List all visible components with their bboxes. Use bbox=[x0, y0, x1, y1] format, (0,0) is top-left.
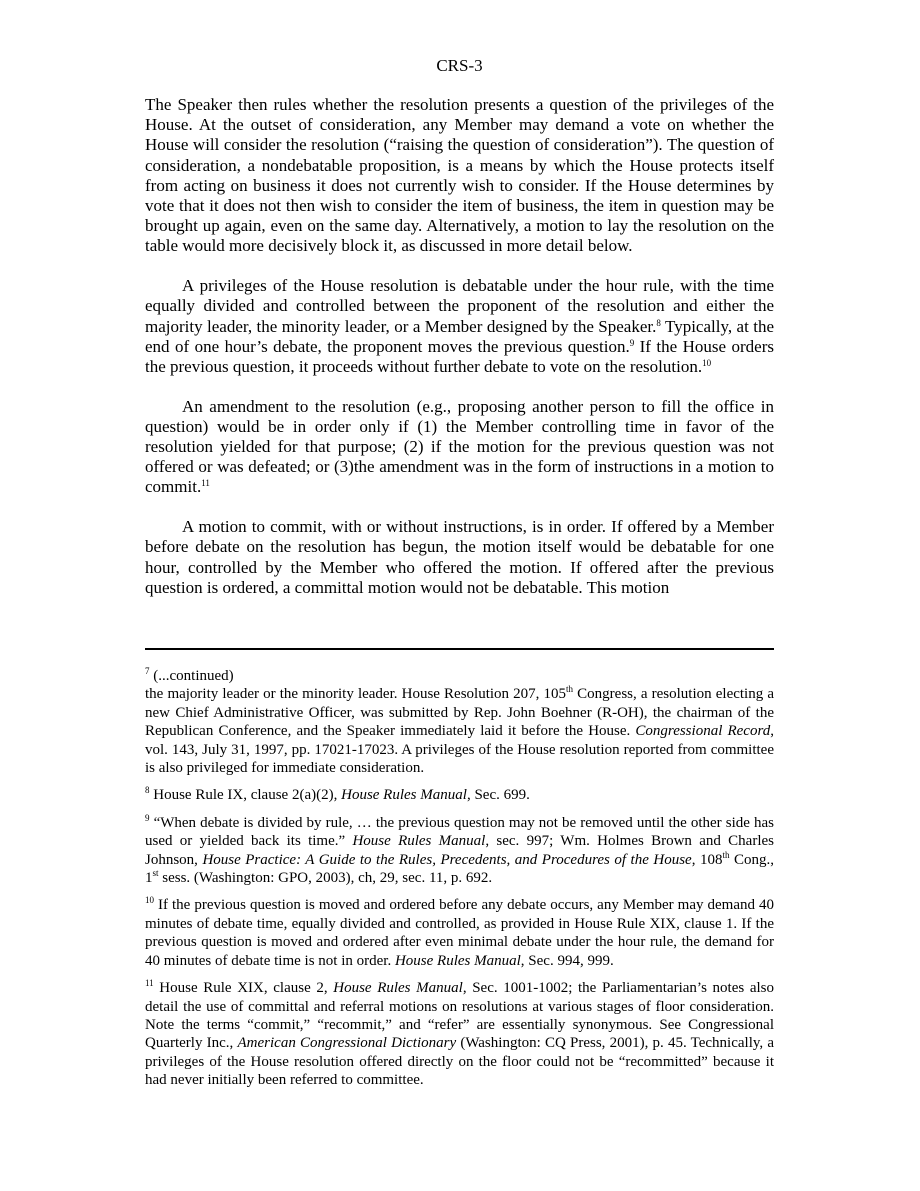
footnote-ref-10[interactable]: 10 bbox=[702, 357, 712, 368]
footnote-text: , vol. 143, July 31, 1997, pp. 17021-17023. A privileges of the House resolution reported from committee is also privileged for immediate consideration. bbox=[145, 723, 774, 777]
ordinal-suffix: th bbox=[566, 684, 574, 695]
paragraph-amendment bbox=[145, 397, 774, 498]
footnote-text: , Sec. 1001-1002; the Parliamentarian’s notes also detail the use of committal and referral motions on resolutions at various stages of floor consideration. Note the terms “commit,” “recommit,” and “refer” are essentially synonymous. See Congressional Quarterly Inc., bbox=[145, 980, 775, 1052]
citation-title: Congressional Record bbox=[635, 723, 771, 740]
paragraph-debate-hour-rule bbox=[145, 276, 774, 377]
paragraph-text: If the House orders the previous question, it proceeds without further debate to vote on the resolution. bbox=[145, 336, 774, 376]
footnote-ref-9[interactable]: 9 bbox=[629, 337, 635, 348]
citation-title: House Rules Manual bbox=[394, 952, 521, 969]
footnote-text: Cong., 1 bbox=[145, 851, 774, 887]
paragraph-text: Typically, at the end of one hour’s debate, the proponent moves the previous question. bbox=[145, 316, 774, 356]
paragraph-text: An amendment to the resolution (e.g., proposing another person to fill the office in question) would be in order only if (1) the Member controlling time in favor of the resolution yielded for that purpose; (2) if the motion for the previous question was not offered or was defeated; or (3)the amendment was in the form of instructions in a motion to commit. bbox=[145, 396, 774, 497]
footnote-text: , Sec. 699. bbox=[466, 787, 530, 804]
footnote-7 bbox=[145, 667, 774, 777]
footnote-7-continued bbox=[145, 667, 774, 685]
paragraph-speaker-ruling: The Speaker then rules whether the resolution presents a question of the privileges of the House. At the outset of consideration, any Member may demand a vote on whether the House will consider the resolution (“raising the question of consideration”). The question of consideration, a nondebatable proposition, is a means by which the House protects itself from acting on business it does not currently wish to consider. If the House determines by vote that it does not then wish to consider the item of business, the item in question may be brought up again, even on the same day. Alternatively, a motion to lay the resolution on the table would more decisively block it, as discussed in more detail below. bbox=[145, 95, 774, 256]
footnote-text: the majority leader or the minority leader. House Resolution 207, 105 bbox=[145, 686, 567, 703]
citation-title: House Practice: A Guide to the Rules, Precedents, and Procedures of the House bbox=[202, 851, 692, 868]
footnote-text: House Rule IX, clause 2(a)(2), bbox=[149, 787, 342, 804]
footnote-text: House Rule XIX, clause 2, bbox=[153, 980, 334, 997]
document-page bbox=[145, 56, 775, 1089]
footnote-text: , 108 bbox=[691, 851, 723, 868]
footnote-text: , sec. 997; Wm. Holmes Brown and Charles Johnson, bbox=[145, 833, 774, 868]
footnote-ref-11[interactable]: 11 bbox=[201, 478, 210, 489]
footnote-text: , Sec. 994, 999. bbox=[520, 952, 614, 969]
footnote-ref-8[interactable]: 8 bbox=[656, 317, 661, 328]
citation-title: House Rules Manual bbox=[341, 787, 467, 804]
footnote-11 bbox=[145, 979, 774, 1089]
ordinal-suffix: th bbox=[722, 849, 730, 860]
footnote-8 bbox=[145, 786, 774, 804]
footnote-7-body bbox=[145, 685, 774, 777]
footnote-text: (...continued) bbox=[149, 668, 234, 684]
citation-title: American Congressional Dictionary bbox=[237, 1035, 457, 1052]
footnote-divider bbox=[145, 648, 774, 650]
footnote-text: (Washington: CQ Press, 2001), p. 45. Technically, a privileges of the House resolution offered directly on the floor could not be “recommitted” because it had never initially been referred to committee. bbox=[145, 1035, 774, 1089]
footnote-text: Congress, a resolution electing a new Chief Administrative Officer, was submitted by Rep. John Boehner (R-OH), the chairman of the Republican Conference, and the Speaker immediately laid it before the House. bbox=[145, 686, 774, 740]
paragraph-motion-to-commit: A motion to commit, with or without instructions, is in order. If offered by a Member before debate on the resolution has begun, the motion itself would be debatable for one hour, controlled by the Member who offered the motion. If offered after the previous question is ordered, a committal motion would not be debatable. This motion bbox=[145, 517, 774, 597]
page-number: CRS-3 bbox=[436, 56, 483, 75]
footnote-number: 10 bbox=[145, 895, 154, 906]
footnote-number: 11 bbox=[145, 978, 154, 989]
footnote-text: “When debate is divided by rule, … the previous question may not be removed until the other side has used or yielded back its time.” bbox=[145, 814, 774, 850]
footnote-9 bbox=[145, 814, 774, 888]
paragraph-text: A privileges of the House resolution is debatable under the hour rule, with the time equally divided and controlled between the proponent of the resolution and either the majority leader, the minority leader, or a Member designed by the Speaker. bbox=[145, 276, 774, 336]
footnote-text: sess. (Washington: GPO, 2003), ch, 29, sec. 11, p. 692. bbox=[158, 870, 493, 887]
footnote-number: 7 bbox=[145, 666, 150, 676]
footnote-10 bbox=[145, 896, 774, 970]
footnotes-section bbox=[145, 667, 774, 1099]
citation-title: House Rules Manual bbox=[352, 833, 486, 850]
footnote-number: 8 bbox=[145, 785, 150, 796]
footnote-number: 9 bbox=[145, 812, 150, 823]
ordinal-suffix: st bbox=[152, 868, 159, 879]
footnote-text: If the previous question is moved and ordered before any debate occurs, any Member may demand 40 minutes of debate time, equally divided and controlled, as provided in House Rule XIX, clause 1. If the previous question is moved and ordered after even minimal debate under the hour rule, the demand for 40 minutes of debate time is not in order. bbox=[145, 897, 774, 969]
citation-title: House Rules Manual bbox=[333, 980, 463, 997]
